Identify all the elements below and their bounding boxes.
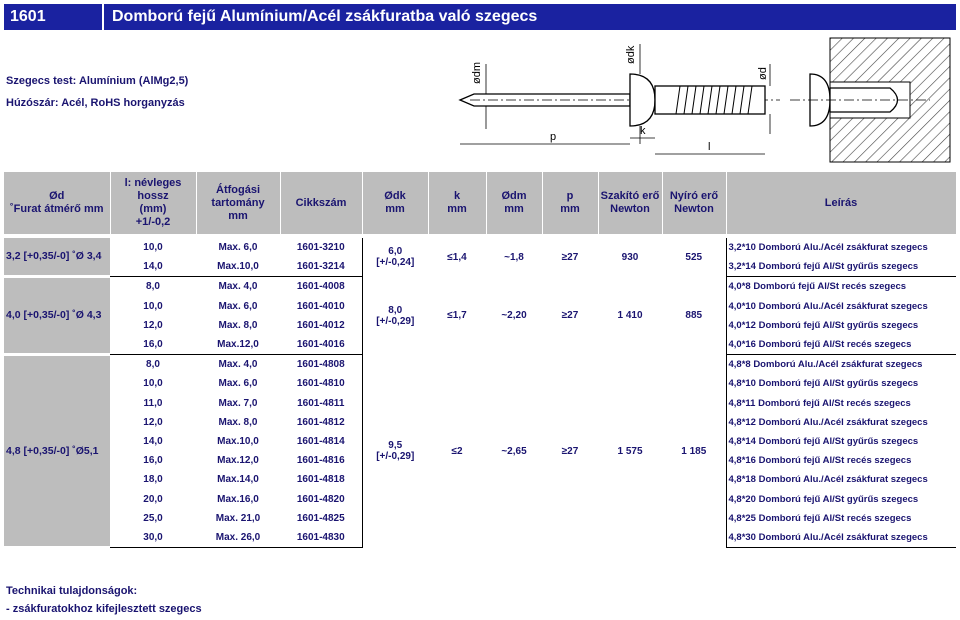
mandrel-diameter-cell: ~2,65 bbox=[501, 445, 527, 457]
spec-table bbox=[4, 172, 957, 549]
shear-strength-cell: 885 bbox=[685, 310, 703, 322]
description-cell: 4,0*12 Domború fejű Al/St gyűrűs szegecs bbox=[726, 316, 956, 335]
mandrel-diameter-cell: ~1,8 bbox=[504, 251, 524, 263]
rivet-body-material: Szegecs test: Alumínium (AlMg2,5) bbox=[6, 75, 189, 87]
header-grip: Átfogási tartomány mm bbox=[196, 172, 280, 234]
grip-range-cell: Max. 7,0 bbox=[218, 397, 258, 409]
description-cell: 4,8*12 Domború Alu./Acél zsákfurat szegecs bbox=[726, 413, 956, 432]
grip-range-cell: Max. 4,0 bbox=[218, 359, 258, 371]
length-cell: 20,0 bbox=[143, 493, 163, 505]
head-height-cell: ≤2 bbox=[451, 445, 463, 457]
article-number-cell: 1601-4016 bbox=[280, 335, 362, 355]
l-label: l bbox=[708, 141, 711, 153]
grip-range-cell: Max.16,0 bbox=[217, 493, 259, 505]
table-row bbox=[4, 238, 956, 257]
grip-range-cell: Max.10,0 bbox=[217, 435, 259, 447]
technical-item: - zsákfuratokhoz kifejlesztett szegecs bbox=[6, 603, 202, 615]
head-diameter-cell: 8,0 [+/-0,29] bbox=[362, 277, 428, 355]
description-cell: 4,8*18 Domború Alu./Acél zsákfurat szegecs bbox=[726, 470, 956, 489]
header-dk: Ødk mm bbox=[362, 172, 428, 234]
description-cell: 4,0*8 Domború fejű Al/St recés szegecs bbox=[726, 277, 956, 297]
description-cell: 4,0*16 Domború fejű Al/St recés szegecs bbox=[726, 335, 956, 355]
mandrel-diameter-cell: ~2,20 bbox=[501, 310, 527, 322]
head-diameter-cell: 9,5 [+/-0,29] bbox=[362, 355, 428, 548]
article-number-cell: 1601-4010 bbox=[296, 300, 345, 312]
article-number-cell: 1601-4820 bbox=[296, 493, 345, 505]
article-number-cell: 1601-4816 bbox=[296, 455, 345, 467]
article-number-cell: 1601-4818 bbox=[296, 474, 345, 486]
diameter-cell: 4,8 [+0,35/-0] ˚Ø5,1 bbox=[4, 355, 110, 548]
article-number-cell: 1601-4811 bbox=[297, 397, 345, 409]
description-cell: 3,2*10 Domború Alu./Acél zsákfurat szegecs bbox=[726, 238, 956, 257]
length-cell: 12,0 bbox=[143, 416, 163, 428]
description-cell: 4,8*30 Domború Alu./Acél zsákfurat szegecs bbox=[726, 528, 956, 548]
grip-range-cell: Max. 6,0 bbox=[218, 378, 258, 390]
length-cell: 16,0 bbox=[143, 455, 163, 467]
table-row bbox=[4, 355, 956, 375]
header-desc: Leírás bbox=[726, 172, 956, 234]
article-number-cell: 1601-4830 bbox=[280, 528, 362, 548]
table-body bbox=[4, 238, 956, 548]
length-cell: 11,0 bbox=[143, 397, 163, 409]
length-cell: 14,0 bbox=[110, 257, 196, 277]
diameter-cell: 3,2 [+0,35/-0] ˚Ø 3,4 bbox=[4, 238, 110, 277]
product-title: Domború fejű Alumínium/Acél zsákfuratba való szegecs bbox=[112, 8, 538, 25]
length-cell: 25,0 bbox=[143, 512, 163, 524]
shear-strength-cell: 1 185 bbox=[681, 445, 707, 457]
description-cell: 3,2*14 Domború fejű Al/St gyűrűs szegecs bbox=[726, 257, 956, 277]
mandrel-length-cell: ≥27 bbox=[561, 310, 579, 322]
length-cell: 8,0 bbox=[146, 359, 160, 371]
grip-range-cell: Max.12,0 bbox=[217, 455, 259, 467]
article-number-cell: 1601-4814 bbox=[296, 435, 345, 447]
k-label: k bbox=[640, 125, 646, 137]
length-cell: 16,0 bbox=[110, 335, 196, 355]
article-number-cell: 1601-4012 bbox=[296, 319, 345, 331]
head-height-cell: ≤1,7 bbox=[447, 310, 467, 322]
article-number-cell: 1601-4810 bbox=[296, 378, 345, 390]
tensile-strength-cell: 1 575 bbox=[617, 445, 643, 457]
p-label: p bbox=[550, 131, 557, 143]
table-row bbox=[4, 277, 956, 297]
length-cell: 8,0 bbox=[146, 281, 160, 293]
article-number-cell: 1601-4008 bbox=[296, 281, 345, 293]
installed-rivet-shape bbox=[790, 38, 950, 162]
product-code: 1601 bbox=[4, 4, 104, 30]
mandrel-material: Húzószár: Acél, RoHS horganyzás bbox=[6, 97, 185, 109]
dk-label: ødk bbox=[625, 45, 637, 64]
grip-range-cell: Max. 6,0 bbox=[218, 300, 258, 312]
description-cell: 4,8*10 Domború fejű Al/St gyűrűs szegecs bbox=[726, 374, 956, 393]
header-dm: Ødm mm bbox=[486, 172, 542, 234]
article-number-cell: 1601-3214 bbox=[280, 257, 362, 277]
grip-range-cell: Max. 4,0 bbox=[218, 281, 258, 293]
article-number-cell: 1601-4812 bbox=[296, 416, 345, 428]
description-cell: 4,8*16 Domború fejű Al/St recés szegecs bbox=[726, 451, 956, 470]
header-p: p mm bbox=[542, 172, 598, 234]
header-l: l: névleges hossz (mm) +1/-0,2 bbox=[110, 172, 196, 234]
shear-strength-cell: 525 bbox=[685, 251, 703, 263]
mandrel-length-cell: ≥27 bbox=[561, 445, 579, 457]
grip-range-cell: Max. 6,0 bbox=[218, 242, 258, 254]
article-number-cell: 1601-3210 bbox=[296, 242, 345, 254]
grip-range-cell: Max. 8,0 bbox=[218, 416, 258, 428]
head-diameter-cell: 6,0 [+/-0,24] bbox=[362, 238, 428, 277]
grip-range-cell: Max.12,0 bbox=[196, 335, 280, 355]
description-cell: 4,8*8 Domború Alu./Acél zsákfurat szegecs bbox=[726, 355, 956, 375]
description-cell: 4,8*20 Domború fejű Al/St gyűrűs szegecs bbox=[726, 489, 956, 508]
length-cell: 10,0 bbox=[143, 378, 163, 390]
length-cell: 14,0 bbox=[143, 435, 163, 447]
length-cell: 18,0 bbox=[143, 474, 163, 486]
length-cell: 30,0 bbox=[110, 528, 196, 548]
header-k: k mm bbox=[428, 172, 486, 234]
material-info bbox=[6, 70, 188, 114]
diameter-cell: 4,0 [+0,35/-0] ˚Ø 4,3 bbox=[4, 277, 110, 355]
length-cell: 12,0 bbox=[143, 319, 163, 331]
length-cell: 10,0 bbox=[143, 300, 163, 312]
description-cell: 4,8*25 Domború fejű Al/St recés szegecs bbox=[726, 509, 956, 528]
dm-label: ødm bbox=[471, 62, 483, 84]
rivet-diagram bbox=[450, 34, 956, 166]
grip-range-cell: Max.10,0 bbox=[196, 257, 280, 277]
grip-range-cell: Max.14,0 bbox=[217, 474, 259, 486]
tensile-strength-cell: 930 bbox=[621, 251, 639, 263]
title-bar bbox=[4, 4, 956, 30]
header-code: Cikkszám bbox=[280, 172, 362, 234]
description-cell: 4,0*10 Domború Alu./Acél zsákfurat szegecs bbox=[726, 297, 956, 316]
article-number-cell: 1601-4808 bbox=[296, 359, 345, 371]
table-header-row bbox=[4, 172, 956, 234]
grip-range-cell: Max. 21,0 bbox=[215, 512, 261, 524]
header-d: Ød ˚Furat átmérő mm bbox=[4, 172, 110, 234]
article-number-cell: 1601-4825 bbox=[296, 512, 345, 524]
grip-range-cell: Max. 26,0 bbox=[196, 528, 280, 548]
tensile-strength-cell: 1 410 bbox=[617, 310, 643, 322]
head-height-cell: ≤1,4 bbox=[447, 251, 467, 263]
grip-range-cell: Max. 8,0 bbox=[218, 319, 258, 331]
description-cell: 4,8*14 Domború fejű Al/St gyűrűs szegecs bbox=[726, 432, 956, 451]
technical-heading: Technikai tulajdonságok: bbox=[6, 585, 138, 597]
header-tensile: Szakító erő Newton bbox=[598, 172, 662, 234]
rivet-head-shape bbox=[630, 74, 765, 126]
length-cell: 10,0 bbox=[143, 242, 163, 254]
header-shear: Nyíró erő Newton bbox=[662, 172, 726, 234]
technical-properties bbox=[6, 582, 202, 618]
mandrel-length-cell: ≥27 bbox=[561, 251, 579, 263]
d-label: ød bbox=[757, 67, 769, 80]
description-cell: 4,8*11 Domború fejű Al/St recés szegecs bbox=[726, 394, 956, 413]
